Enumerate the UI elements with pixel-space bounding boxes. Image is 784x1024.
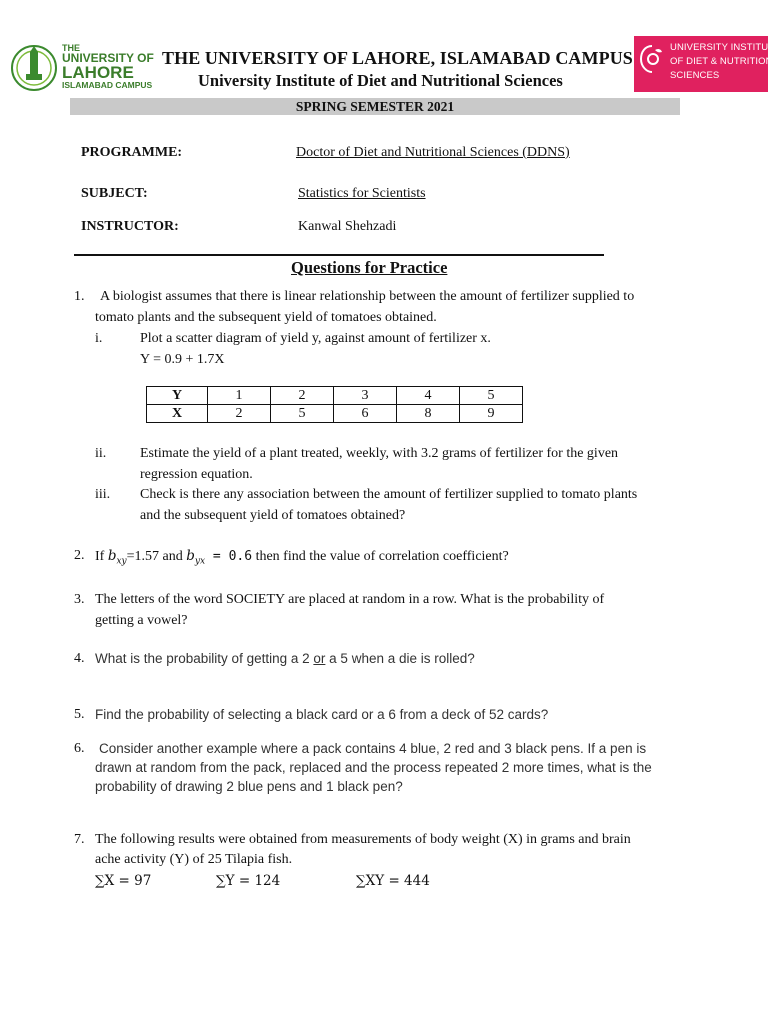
question-1-i-number: i. <box>95 331 103 346</box>
question-2-mid: =1.57 and <box>126 549 183 564</box>
question-7-number: 7. <box>74 832 85 847</box>
question-6-line2: drawn at random from the pack, replaced and the process repeated 2 more times, what is the <box>95 760 652 775</box>
question-1-iii-number: iii. <box>95 487 111 502</box>
table-row <box>147 405 523 423</box>
logo-line4: ISLAMABAD CAMPUS <box>62 80 153 90</box>
question-1-ii-line1: Estimate the yield of a plant treated, weekly, with 3.2 grams of fertilizer for the given <box>140 446 619 461</box>
logo-line3: LAHORE <box>62 63 134 82</box>
instructor-value: Kanwal Shehzadi <box>298 219 397 234</box>
byx-symbol: $b_{yx}$ <box>186 548 206 567</box>
data-table <box>146 386 523 423</box>
question-6-line3: probability of drawing 2 blue pens and 1 black pen? <box>95 779 403 794</box>
section-title: Questions for Practice <box>291 258 448 277</box>
table-cell: 5 <box>271 405 334 423</box>
question-1-iii-line1: Check is there any association between the amount of fertilizer supplied to tomato plants <box>140 487 638 502</box>
university-title: THE UNIVERSITY OF LAHORE, ISLAMABAD CAMPUS <box>162 48 633 68</box>
table-cell: 2 <box>271 387 334 405</box>
programme-label: PROGRAMME: <box>81 145 183 160</box>
table-cell: 1 <box>208 387 271 405</box>
question-2-post: then find the value of correlation coefficient? <box>255 549 509 564</box>
table-cell: 9 <box>460 405 523 423</box>
semester-banner: SPRING SEMESTER 2021 <box>70 98 680 115</box>
table-cell: 2 <box>208 405 271 423</box>
question-4-text: What is the probability of getting a 2 or a 5 when a die is rolled? <box>95 651 475 666</box>
question-5-text: Find the probability of selecting a black card or a 6 from a deck of 52 cards? <box>95 707 549 722</box>
subject-value: Statistics for Scientists <box>298 186 426 201</box>
divider <box>74 254 604 256</box>
question-2-text <box>95 546 509 572</box>
table-header-x: X <box>147 405 208 423</box>
table-cell: 5 <box>460 387 523 405</box>
question-1-number: 1. <box>74 289 85 304</box>
question-6-line1: Consider another example where a pack contains 4 blue, 2 red and 3 black pens. If a pen is <box>99 741 647 756</box>
table-cell: 8 <box>397 405 460 423</box>
question-2-pre: If <box>95 549 105 564</box>
sum-xy: ∑XY = 444 <box>356 873 430 889</box>
question-1-ii-line2: regression equation. <box>140 467 253 482</box>
table-row <box>147 387 523 405</box>
instructor-label: INSTRUCTOR: <box>81 219 179 234</box>
question-3-number: 3. <box>74 592 85 607</box>
table-cell: 3 <box>334 387 397 405</box>
regression-equation: Y = 0.9 + 1.7X <box>140 352 225 367</box>
question-2-number: 2. <box>74 548 85 563</box>
question-3-line2: getting a vowel? <box>95 613 188 628</box>
question-1-line2: tomato plants and the subsequent yield of tomatoes obtained. <box>95 310 437 325</box>
table-cell: 4 <box>397 387 460 405</box>
table-cell: 6 <box>334 405 397 423</box>
institute-logo <box>634 36 784 92</box>
question-1-ii-number: ii. <box>95 446 107 461</box>
institute-logo-line2: OF DIET & NUTRITIONAL <box>670 56 784 67</box>
question-1-line1: A biologist assumes that there is linear relationship between the amount of fertilizer supplied to <box>100 289 635 304</box>
question-5-number: 5. <box>74 707 85 722</box>
table-header-y: Y <box>147 387 208 405</box>
logo-line2: UNIVERSITY OF <box>62 51 154 65</box>
institute-emblem-icon <box>639 44 665 74</box>
institute-logo-line1: UNIVERSITY INSTITUTE <box>670 42 781 53</box>
question-7-line2: ache activity (Y) of 25 Tilapia fish. <box>95 852 293 867</box>
byx-value: = 0.6 <box>205 549 253 564</box>
institute-subtitle: University Institute of Diet and Nutritional Sciences <box>198 71 563 90</box>
logo-line1: THE <box>62 43 80 53</box>
question-7-line1: The following results were obtained from measurements of body weight (X) in grams and brain <box>95 832 631 847</box>
question-1-iii-line2: and the subsequent yield of tomatoes obtained? <box>140 508 406 523</box>
sum-y: ∑Y = 124 <box>216 873 281 889</box>
university-logo <box>8 40 154 96</box>
subject-label: SUBJECT: <box>81 186 148 201</box>
question-4-number: 4. <box>74 651 85 666</box>
question-3-line1: The letters of the word SOCIETY are placed at random in a row. What is the probability of <box>95 592 605 607</box>
question-1-i-text: Plot a scatter diagram of yield y, against amount of fertilizer x. <box>140 331 491 346</box>
programme-value: Doctor of Diet and Nutritional Sciences (DDNS) <box>296 145 570 160</box>
bxy-symbol: $b_{xy}$ <box>107 548 127 567</box>
institute-logo-line3: SCIENCES <box>670 70 720 81</box>
question-6-number: 6. <box>74 741 85 756</box>
sum-x: ∑X = 97 <box>95 873 152 889</box>
